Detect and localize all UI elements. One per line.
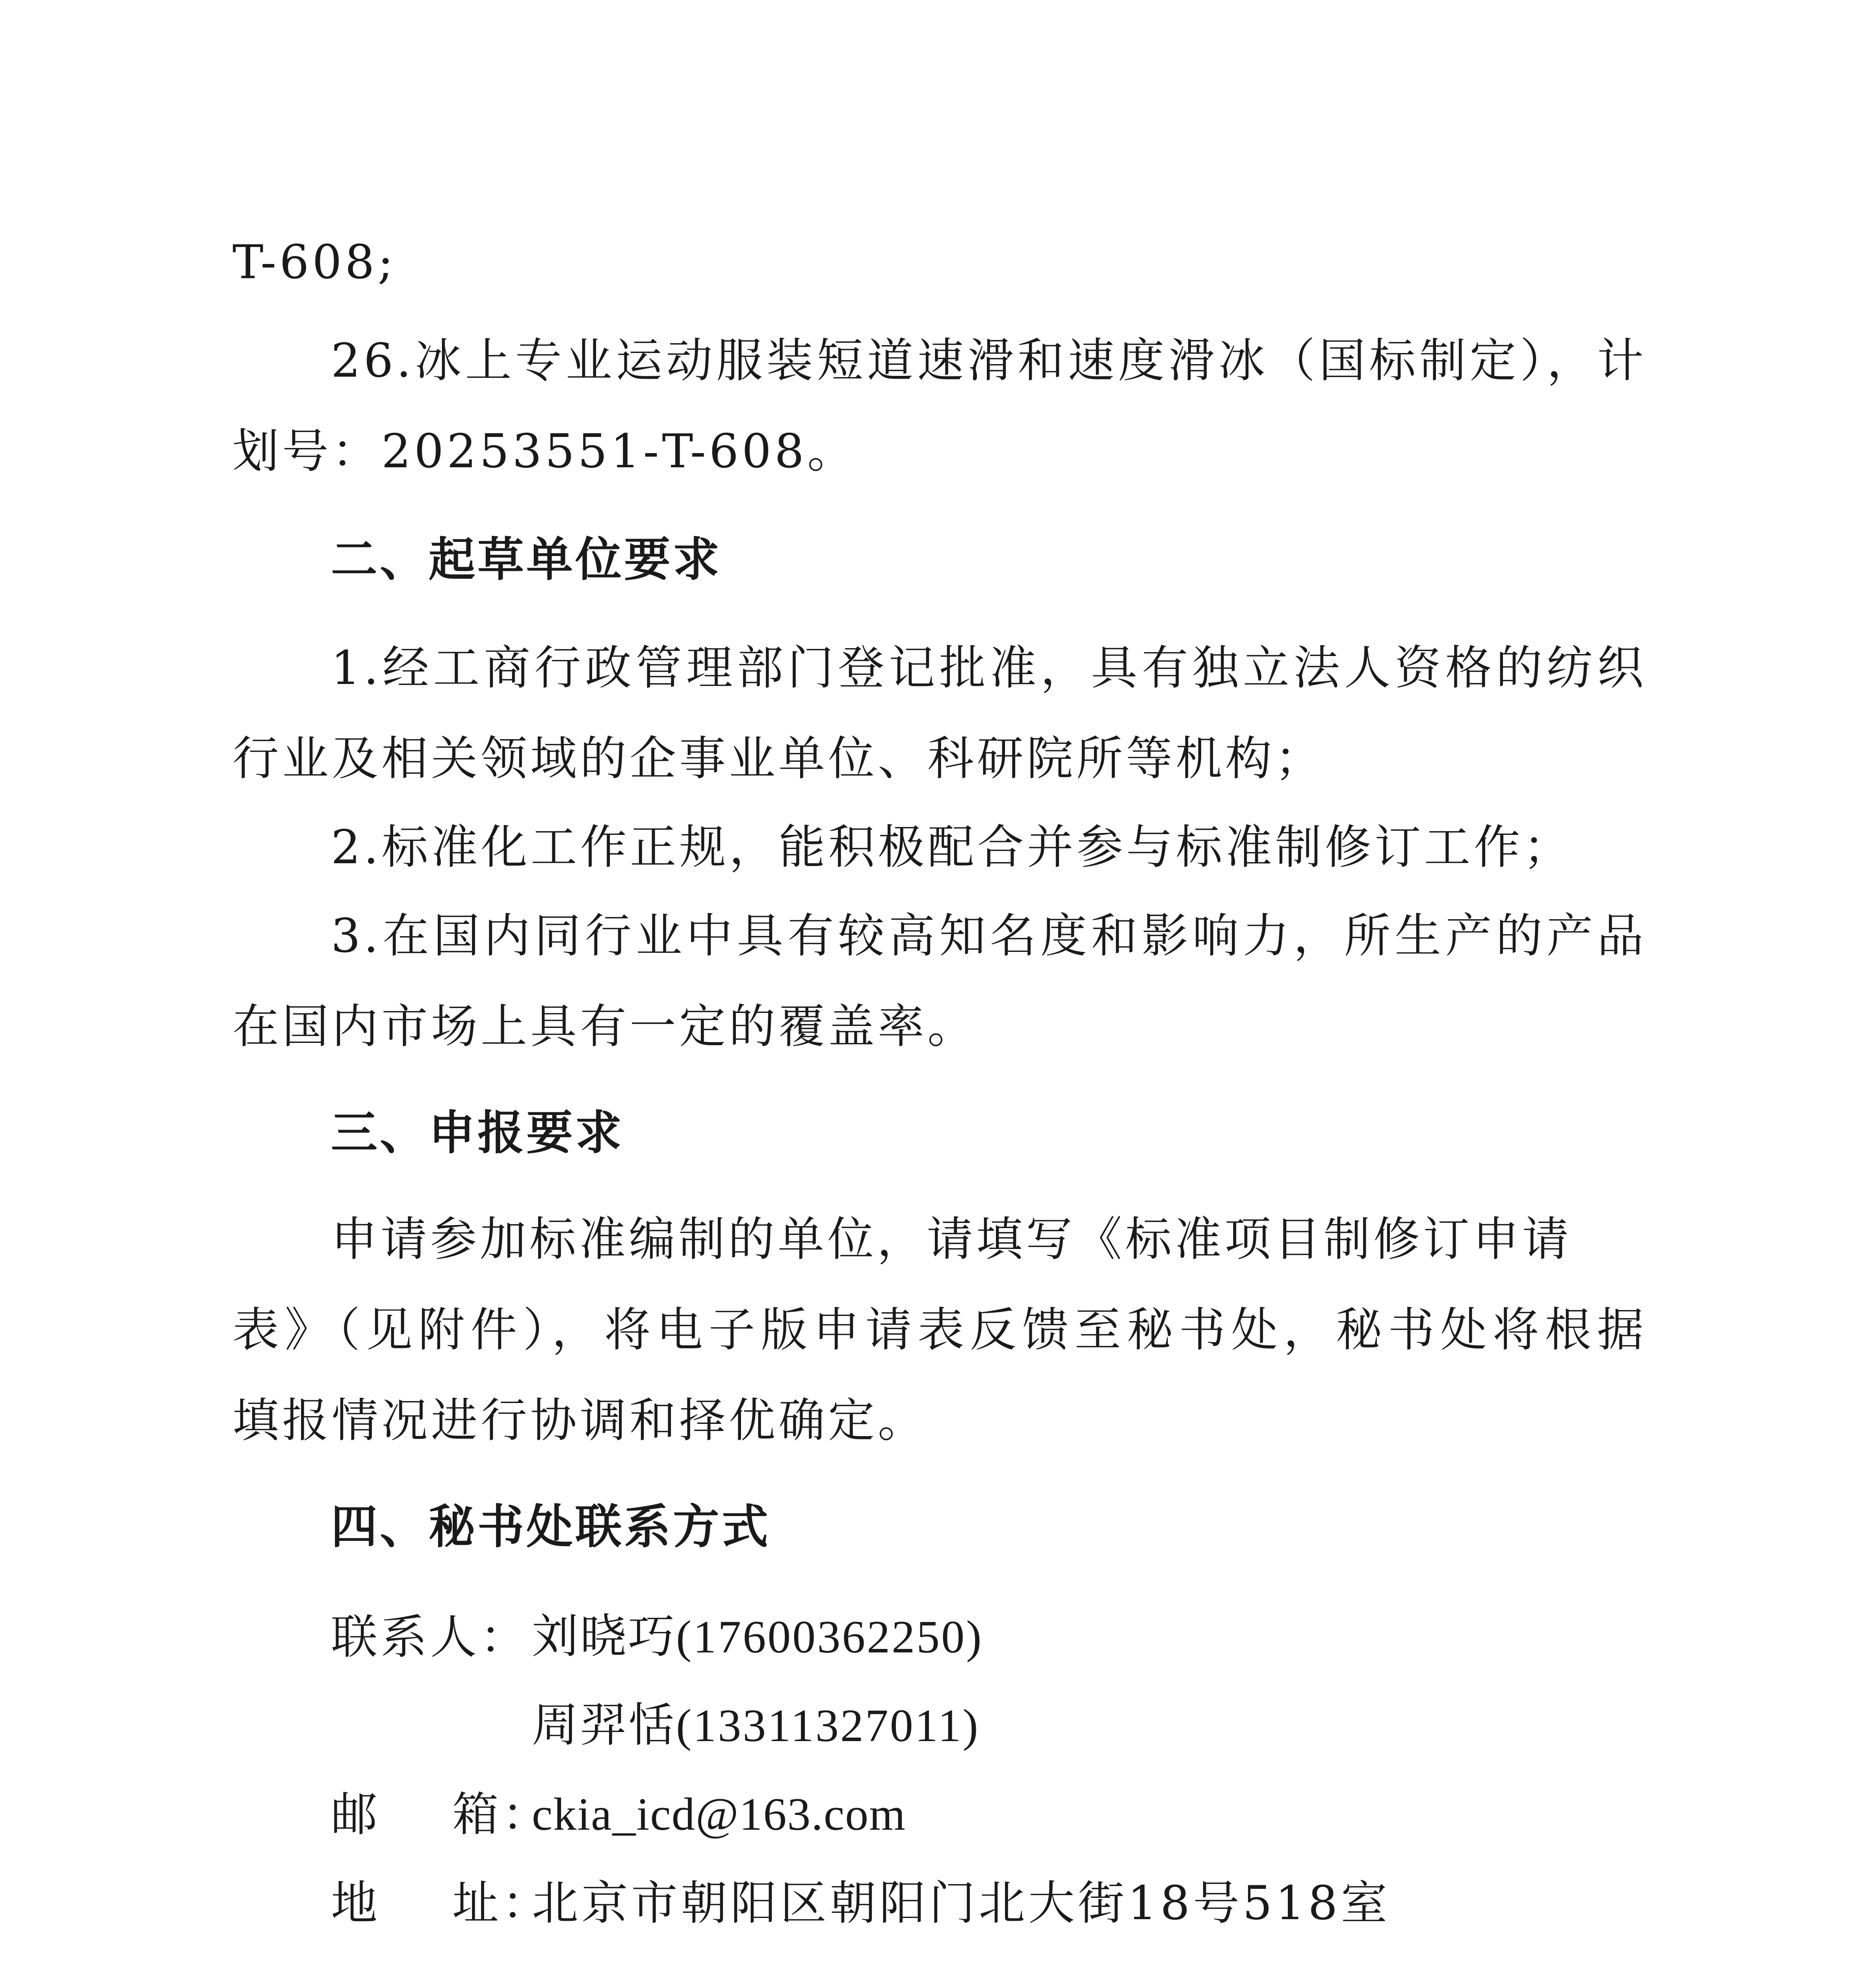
section3-para-line2: 表》（见附件），将电子版申请表反馈至秘书处，秘书处将根据 [232, 1303, 1647, 1357]
section3-para-line3: 填报情况进行协调和择优确定。 [232, 1393, 928, 1448]
item26-line2: 划号：20253551-T-608。 [232, 424, 857, 478]
item25-tail: T-608; [232, 235, 397, 289]
section3-heading: 三、申报要求 [331, 1106, 624, 1160]
req1-line1: 1.经工商行政管理部门登记批准，具有独立法人资格的纺织 [331, 641, 1647, 695]
contact-2: 周羿恬(13311327011) [532, 1700, 980, 1751]
email-label: 邮 箱： [331, 1787, 552, 1842]
section3-para-line1: 申请参加标准编制的单位，请填写《标准项目制修订申请 [331, 1212, 1572, 1266]
section2-heading: 二、起草单位要求 [331, 532, 722, 587]
section4-heading: 四、秘书处联系方式 [331, 1500, 771, 1554]
req3-line2: 在国内市场上具有一定的覆盖率。 [232, 999, 977, 1054]
req3-line1: 3.在国内同行业中具有较高知名度和影响力，所生产的产品 [331, 909, 1647, 963]
contact-1: 刘晓巧(17600362250) [532, 1611, 983, 1663]
address-value: 北京市朝阳区朝阳门北大街18号518室 [532, 1876, 1391, 1930]
address-label: 地 址： [331, 1876, 552, 1930]
contact-label: 联系人： [331, 1610, 530, 1664]
email-value[interactable]: ckia_icd@163.com [532, 1788, 906, 1840]
req1-line2: 行业及相关领域的企事业单位、科研院所等机构； [232, 731, 1325, 786]
item26-line1: 26.冰上专业运动服装短道速滑和速度滑冰（国标制定），计 [331, 333, 1647, 388]
req2: 2.标准化工作正规，能积极配合并参与标准制修订工作； [331, 820, 1573, 874]
